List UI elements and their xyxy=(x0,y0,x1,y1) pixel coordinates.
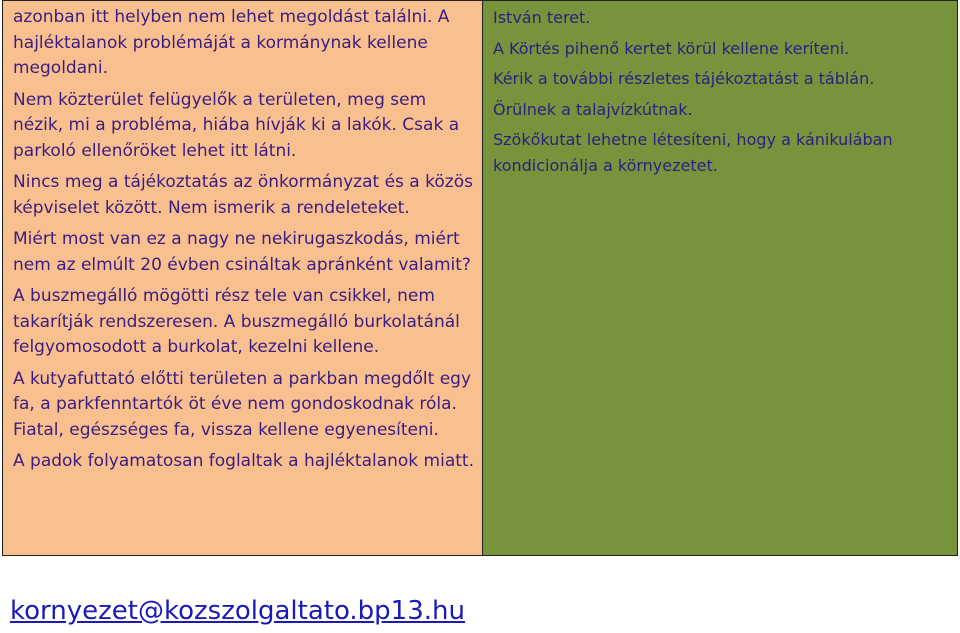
right-paragraph-5: Szökőkutat lehetne létesíteni, hogy a kánikulában kondicionálja a környezetet. xyxy=(493,130,893,175)
right-column xyxy=(483,1,957,555)
left-paragraph-5: A buszmegálló mögötti rész tele van csikkel, nem takarítják rendszeresen. A buszmegálló burkolatánál felgyomosodott a burkolat, kezelni kellene. xyxy=(13,286,460,357)
left-paragraph-6: A kutyafuttató előtti területen a parkban megdőlt egy fa, a parkfenntartók öt éve nem gondoskodnak róla. Fiatal, egészséges fa, vissza kellene egyenesíteni. xyxy=(13,368,472,440)
right-paragraph-1: István teret. xyxy=(493,8,591,27)
email-link[interactable]: kornyezet@kozszolgaltato.bp13.hu xyxy=(10,596,465,626)
content-table xyxy=(2,0,958,556)
left-paragraph-2: Nem közterület felügyelők a területen, meg sem nézik, mi a probléma, hiába hívják ki a lakók. Csak a parkoló ellenőröket lehet itt látni. xyxy=(13,89,460,161)
right-paragraph-2: A Körtés pihenő kertet körül kellene keríteni. xyxy=(493,38,850,58)
left-paragraph-3: Nincs meg a tájékoztatás az önkormányzat és a közös képviselet között. Nem ismerik a rendeleteket. xyxy=(13,172,473,218)
left-paragraph-1: azonban itt helyben nem lehet megoldást találni. A hajléktalanok problémáját a kormánynak kellene megoldani. xyxy=(13,7,450,78)
left-paragraph-4: Miért most van ez a nagy ne nekirugaszkodás, miért nem az elmúlt 20 évben csináltak apránként valamit? xyxy=(13,229,471,275)
right-paragraph-4: Örülnek a talajvízkútnak. xyxy=(493,99,693,119)
left-paragraph-7: A padok folyamatosan foglaltak a hajléktalanok miatt. xyxy=(13,451,474,471)
right-paragraph-3: Kérik a további részletes tájékoztatást a táblán. xyxy=(493,69,875,88)
left-column xyxy=(3,1,483,555)
